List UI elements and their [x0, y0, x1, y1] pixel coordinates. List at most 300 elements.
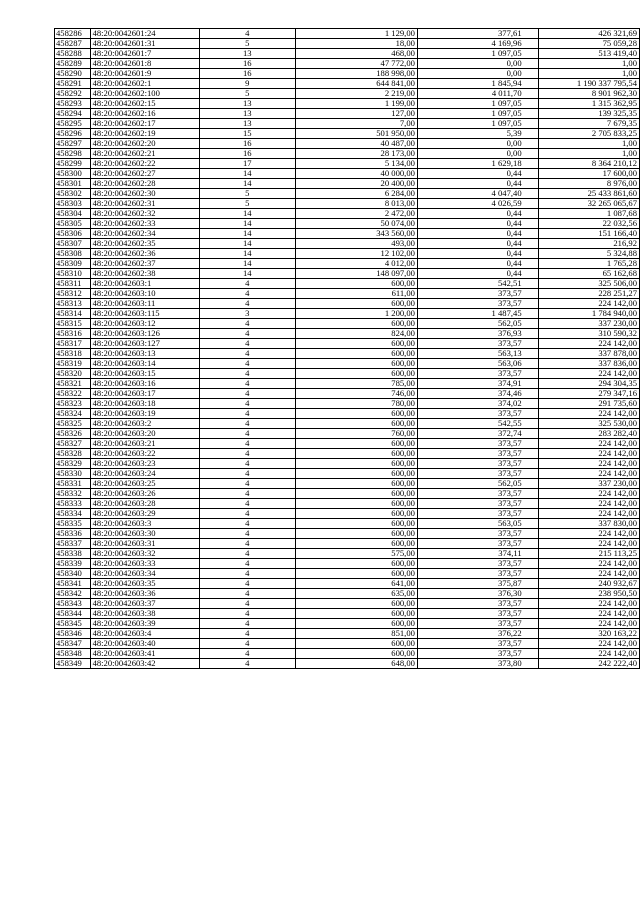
row-number-cell: 458334: [55, 509, 91, 519]
area-cell: 611,00: [295, 289, 417, 299]
cadastral-number-cell: 48:20:0042603:127: [90, 339, 199, 349]
category-cell: 14: [199, 209, 295, 219]
area-cell: 600,00: [295, 499, 417, 509]
cadastral-number-cell: 48:20:0042601:8: [90, 59, 199, 69]
cadastral-number-cell: 48:20:0042602:32: [90, 209, 199, 219]
specific-value-cell: 375,87: [417, 579, 538, 589]
table-row: [55, 629, 640, 639]
category-cell: 4: [199, 329, 295, 339]
cadastral-number-cell: 48:20:0042603:1: [90, 279, 199, 289]
category-cell: 14: [199, 179, 295, 189]
cadastral-number-cell: 48:20:0042601:31: [90, 39, 199, 49]
cadastral-number-cell: 48:20:0042603:39: [90, 619, 199, 629]
cadastral-value-cell: 291 735,60: [538, 399, 639, 409]
specific-value-cell: 0,00: [417, 59, 538, 69]
area-cell: 1 200,00: [295, 309, 417, 319]
area-cell: 600,00: [295, 609, 417, 619]
row-number-cell: 458319: [55, 359, 91, 369]
area-cell: 780,00: [295, 399, 417, 409]
row-number-cell: 458336: [55, 529, 91, 539]
cadastral-number-cell: 48:20:0042603:15: [90, 369, 199, 379]
cadastral-number-cell: 48:20:0042603:18: [90, 399, 199, 409]
cadastral-value-cell: 224 142,00: [538, 539, 639, 549]
area-cell: 47 772,00: [295, 59, 417, 69]
table-row: [55, 489, 640, 499]
specific-value-cell: 1 097,05: [417, 49, 538, 59]
category-cell: 4: [199, 449, 295, 459]
specific-value-cell: 0,44: [417, 179, 538, 189]
category-cell: 4: [199, 489, 295, 499]
cadastral-value-cell: 224 142,00: [538, 559, 639, 569]
table-row: [55, 199, 640, 209]
area-cell: 7,00: [295, 119, 417, 129]
table-row: [55, 609, 640, 619]
row-number-cell: 458289: [55, 59, 91, 69]
specific-value-cell: 373,57: [417, 529, 538, 539]
table-row: [55, 179, 640, 189]
table-row: [55, 59, 640, 69]
row-number-cell: 458332: [55, 489, 91, 499]
table-row: [55, 469, 640, 479]
cadastral-value-cell: 8 976,00: [538, 179, 639, 189]
table-row: [55, 389, 640, 399]
cadastral-value-cell: 224 142,00: [538, 619, 639, 629]
table-row: [55, 479, 640, 489]
cadastral-number-cell: 48:20:0042603:32: [90, 549, 199, 559]
cadastral-value-cell: 224 142,00: [538, 599, 639, 609]
row-number-cell: 458298: [55, 149, 91, 159]
specific-value-cell: 373,57: [417, 439, 538, 449]
row-number-cell: 458321: [55, 379, 91, 389]
area-cell: 644 841,00: [295, 79, 417, 89]
row-number-cell: 458331: [55, 479, 91, 489]
area-cell: 6 284,00: [295, 189, 417, 199]
area-cell: 600,00: [295, 369, 417, 379]
table-row: [55, 239, 640, 249]
specific-value-cell: 373,57: [417, 649, 538, 659]
cadastral-number-cell: 48:20:0042603:29: [90, 509, 199, 519]
cadastral-value-cell: 8 901 962,30: [538, 89, 639, 99]
cadastral-value-cell: 224 142,00: [538, 529, 639, 539]
cadastral-number-cell: 48:20:0042602:33: [90, 219, 199, 229]
row-number-cell: 458325: [55, 419, 91, 429]
specific-value-cell: 372,74: [417, 429, 538, 439]
cadastral-number-cell: 48:20:0042603:22: [90, 449, 199, 459]
row-number-cell: 458343: [55, 599, 91, 609]
category-cell: 4: [199, 369, 295, 379]
specific-value-cell: 562,05: [417, 319, 538, 329]
row-number-cell: 458323: [55, 399, 91, 409]
cadastral-number-cell: 48:20:0042602:21: [90, 149, 199, 159]
row-number-cell: 458301: [55, 179, 91, 189]
area-cell: 600,00: [295, 529, 417, 539]
table-row: [55, 369, 640, 379]
specific-value-cell: 374,11: [417, 549, 538, 559]
area-cell: 28 173,00: [295, 149, 417, 159]
area-cell: 493,00: [295, 239, 417, 249]
row-number-cell: 458296: [55, 129, 91, 139]
cadastral-value-cell: 8 364 210,12: [538, 159, 639, 169]
row-number-cell: 458327: [55, 439, 91, 449]
area-cell: 1 199,00: [295, 99, 417, 109]
specific-value-cell: 373,57: [417, 369, 538, 379]
cadastral-value-cell: 337 230,00: [538, 479, 639, 489]
row-number-cell: 458324: [55, 409, 91, 419]
area-cell: 40 000,00: [295, 169, 417, 179]
cadastral-number-cell: 48:20:0042603:42: [90, 659, 199, 669]
cadastral-value-cell: 224 142,00: [538, 299, 639, 309]
area-cell: 18,00: [295, 39, 417, 49]
table-row: [55, 419, 640, 429]
specific-value-cell: 373,57: [417, 489, 538, 499]
table-row: [55, 139, 640, 149]
specific-value-cell: 1 487,45: [417, 309, 538, 319]
cadastral-number-cell: 48:20:0042603:4: [90, 629, 199, 639]
cadastral-number-cell: 48:20:0042603:13: [90, 349, 199, 359]
table-row: [55, 29, 640, 39]
cadastral-value-cell: 337 878,00: [538, 349, 639, 359]
cadastral-number-cell: 48:20:0042602:16: [90, 109, 199, 119]
table-row: [55, 169, 640, 179]
specific-value-cell: 563,05: [417, 519, 538, 529]
specific-value-cell: 373,57: [417, 609, 538, 619]
cadastral-number-cell: 48:20:0042603:25: [90, 479, 199, 489]
table-body: [55, 29, 640, 669]
cadastral-value-cell: 224 142,00: [538, 649, 639, 659]
cadastral-value-cell: 224 142,00: [538, 639, 639, 649]
cadastral-number-cell: 48:20:0042603:38: [90, 609, 199, 619]
row-number-cell: 458305: [55, 219, 91, 229]
area-cell: 20 400,00: [295, 179, 417, 189]
cadastral-number-cell: 48:20:0042601:7: [90, 49, 199, 59]
row-number-cell: 458337: [55, 539, 91, 549]
specific-value-cell: 562,05: [417, 479, 538, 489]
row-number-cell: 458348: [55, 649, 91, 659]
specific-value-cell: 542,55: [417, 419, 538, 429]
specific-value-cell: 0,44: [417, 169, 538, 179]
row-number-cell: 458333: [55, 499, 91, 509]
cadastral-value-cell: 65 162,68: [538, 269, 639, 279]
table-row: [55, 659, 640, 669]
category-cell: 4: [199, 349, 295, 359]
category-cell: 5: [199, 89, 295, 99]
area-cell: 600,00: [295, 489, 417, 499]
area-cell: 851,00: [295, 629, 417, 639]
cadastral-value-cell: 283 282,40: [538, 429, 639, 439]
specific-value-cell: 373,57: [417, 559, 538, 569]
specific-value-cell: 376,30: [417, 589, 538, 599]
cadastral-number-cell: 48:20:0042603:2: [90, 419, 199, 429]
table-row: [55, 359, 640, 369]
cadastral-number-cell: 48:20:0042603:41: [90, 649, 199, 659]
row-number-cell: 458345: [55, 619, 91, 629]
row-number-cell: 458338: [55, 549, 91, 559]
cadastral-value-cell: 139 325,35: [538, 109, 639, 119]
row-number-cell: 458309: [55, 259, 91, 269]
cadastral-number-cell: 48:20:0042603:36: [90, 589, 199, 599]
cadastral-number-cell: 48:20:0042603:16: [90, 379, 199, 389]
row-number-cell: 458316: [55, 329, 91, 339]
cadastral-number-cell: 48:20:0042602:100: [90, 89, 199, 99]
row-number-cell: 458346: [55, 629, 91, 639]
cadastral-number-cell: 48:20:0042601:24: [90, 29, 199, 39]
category-cell: 4: [199, 339, 295, 349]
area-cell: 8 013,00: [295, 199, 417, 209]
cadastral-value-cell: 325 530,00: [538, 419, 639, 429]
specific-value-cell: 1 097,05: [417, 109, 538, 119]
cadastral-number-cell: 48:20:0042602:35: [90, 239, 199, 249]
specific-value-cell: 376,93: [417, 329, 538, 339]
table-row: [55, 159, 640, 169]
table-row: [55, 599, 640, 609]
category-cell: 14: [199, 259, 295, 269]
table-row: [55, 559, 640, 569]
area-cell: 600,00: [295, 639, 417, 649]
cadastral-value-cell: 224 142,00: [538, 439, 639, 449]
cadastral-number-cell: 48:20:0042602:20: [90, 139, 199, 149]
table-row: [55, 299, 640, 309]
category-cell: 13: [199, 109, 295, 119]
row-number-cell: 458341: [55, 579, 91, 589]
table-row: [55, 219, 640, 229]
table-row: [55, 329, 640, 339]
category-cell: 13: [199, 99, 295, 109]
cadastral-value-cell: 238 950,50: [538, 589, 639, 599]
table-row: [55, 69, 640, 79]
area-cell: 600,00: [295, 569, 417, 579]
cadastral-number-cell: 48:20:0042603:19: [90, 409, 199, 419]
cadastral-value-cell: 224 142,00: [538, 509, 639, 519]
category-cell: 4: [199, 29, 295, 39]
specific-value-cell: 4 047,40: [417, 189, 538, 199]
specific-value-cell: 373,57: [417, 339, 538, 349]
specific-value-cell: 1 097,05: [417, 99, 538, 109]
category-cell: 13: [199, 119, 295, 129]
cadastral-value-table: [54, 28, 640, 669]
table-row: [55, 279, 640, 289]
row-number-cell: 458335: [55, 519, 91, 529]
row-number-cell: 458303: [55, 199, 91, 209]
row-number-cell: 458349: [55, 659, 91, 669]
table-row: [55, 409, 640, 419]
area-cell: 600,00: [295, 359, 417, 369]
specific-value-cell: 373,57: [417, 539, 538, 549]
specific-value-cell: 1 097,05: [417, 119, 538, 129]
area-cell: 40 487,00: [295, 139, 417, 149]
cadastral-value-cell: 325 506,00: [538, 279, 639, 289]
cadastral-number-cell: 48:20:0042603:23: [90, 459, 199, 469]
area-cell: 50 074,00: [295, 219, 417, 229]
area-cell: 600,00: [295, 339, 417, 349]
cadastral-number-cell: 48:20:0042602:38: [90, 269, 199, 279]
category-cell: 5: [199, 39, 295, 49]
row-number-cell: 458322: [55, 389, 91, 399]
specific-value-cell: 0,44: [417, 259, 538, 269]
cadastral-number-cell: 48:20:0042603:34: [90, 569, 199, 579]
table-row: [55, 539, 640, 549]
cadastral-number-cell: 48:20:0042601:9: [90, 69, 199, 79]
category-cell: 4: [199, 469, 295, 479]
area-cell: 2 472,00: [295, 209, 417, 219]
specific-value-cell: 0,44: [417, 239, 538, 249]
specific-value-cell: 373,57: [417, 299, 538, 309]
table-row: [55, 259, 640, 269]
cadastral-value-cell: 310 590,32: [538, 329, 639, 339]
table-row: [55, 459, 640, 469]
row-number-cell: 458291: [55, 79, 91, 89]
table-row: [55, 579, 640, 589]
category-cell: 16: [199, 149, 295, 159]
cadastral-number-cell: 48:20:0042603:35: [90, 579, 199, 589]
table-row: [55, 189, 640, 199]
table-row: [55, 379, 640, 389]
cadastral-value-cell: 224 142,00: [538, 369, 639, 379]
specific-value-cell: 374,91: [417, 379, 538, 389]
category-cell: 5: [199, 189, 295, 199]
row-number-cell: 458312: [55, 289, 91, 299]
table-row: [55, 589, 640, 599]
category-cell: 16: [199, 69, 295, 79]
cadastral-number-cell: 48:20:0042602:34: [90, 229, 199, 239]
row-number-cell: 458313: [55, 299, 91, 309]
category-cell: 4: [199, 509, 295, 519]
specific-value-cell: 0,00: [417, 69, 538, 79]
row-number-cell: 458292: [55, 89, 91, 99]
cadastral-value-cell: 320 163,22: [538, 629, 639, 639]
cadastral-value-cell: 1 087,68: [538, 209, 639, 219]
cadastral-value-cell: 17 600,00: [538, 169, 639, 179]
cadastral-number-cell: 48:20:0042603:17: [90, 389, 199, 399]
area-cell: 127,00: [295, 109, 417, 119]
area-cell: 635,00: [295, 589, 417, 599]
specific-value-cell: 373,80: [417, 659, 538, 669]
category-cell: 4: [199, 499, 295, 509]
table-row: [55, 639, 640, 649]
specific-value-cell: 563,06: [417, 359, 538, 369]
row-number-cell: 458314: [55, 309, 91, 319]
cadastral-value-cell: 228 251,27: [538, 289, 639, 299]
specific-value-cell: 1 845,94: [417, 79, 538, 89]
row-number-cell: 458286: [55, 29, 91, 39]
area-cell: 600,00: [295, 539, 417, 549]
table-row: [55, 109, 640, 119]
area-cell: 600,00: [295, 439, 417, 449]
specific-value-cell: 373,57: [417, 509, 538, 519]
cadastral-value-cell: 2 705 833,25: [538, 129, 639, 139]
table-row: [55, 289, 640, 299]
cadastral-value-cell: 224 142,00: [538, 609, 639, 619]
cadastral-value-cell: 1,00: [538, 69, 639, 79]
specific-value-cell: 373,57: [417, 469, 538, 479]
cadastral-value-cell: 224 142,00: [538, 409, 639, 419]
area-cell: 600,00: [295, 459, 417, 469]
category-cell: 14: [199, 239, 295, 249]
area-cell: 600,00: [295, 469, 417, 479]
row-number-cell: 458306: [55, 229, 91, 239]
category-cell: 4: [199, 579, 295, 589]
table-row: [55, 549, 640, 559]
area-cell: 501 950,00: [295, 129, 417, 139]
category-cell: 14: [199, 229, 295, 239]
table-row: [55, 569, 640, 579]
area-cell: 1 129,00: [295, 29, 417, 39]
cadastral-value-cell: 294 304,35: [538, 379, 639, 389]
table-row: [55, 229, 640, 239]
cadastral-value-cell: 337 836,00: [538, 359, 639, 369]
cadastral-value-cell: 337 830,00: [538, 519, 639, 529]
specific-value-cell: 374,46: [417, 389, 538, 399]
row-number-cell: 458293: [55, 99, 91, 109]
cadastral-number-cell: 48:20:0042603:24: [90, 469, 199, 479]
specific-value-cell: 373,57: [417, 449, 538, 459]
table-row: [55, 519, 640, 529]
category-cell: 4: [199, 629, 295, 639]
table-row: [55, 49, 640, 59]
row-number-cell: 458340: [55, 569, 91, 579]
row-number-cell: 458317: [55, 339, 91, 349]
cadastral-value-cell: 224 142,00: [538, 489, 639, 499]
area-cell: 2 219,00: [295, 89, 417, 99]
category-cell: 4: [199, 429, 295, 439]
area-cell: 641,00: [295, 579, 417, 589]
category-cell: 5: [199, 199, 295, 209]
cadastral-number-cell: 48:20:0042602:28: [90, 179, 199, 189]
row-number-cell: 458342: [55, 589, 91, 599]
cadastral-value-cell: 224 142,00: [538, 459, 639, 469]
specific-value-cell: 373,57: [417, 569, 538, 579]
area-cell: 600,00: [295, 619, 417, 629]
area-cell: 824,00: [295, 329, 417, 339]
cadastral-number-cell: 48:20:0042602:17: [90, 119, 199, 129]
cadastral-number-cell: 48:20:0042602:1: [90, 79, 199, 89]
table-row: [55, 439, 640, 449]
area-cell: 600,00: [295, 279, 417, 289]
cadastral-value-cell: 1 315 362,95: [538, 99, 639, 109]
cadastral-value-cell: 224 142,00: [538, 469, 639, 479]
area-cell: 785,00: [295, 379, 417, 389]
specific-value-cell: 373,57: [417, 599, 538, 609]
cadastral-value-cell: 5 324,88: [538, 249, 639, 259]
area-cell: 746,00: [295, 389, 417, 399]
specific-value-cell: 0,00: [417, 139, 538, 149]
cadastral-value-cell: 242 222,40: [538, 659, 639, 669]
row-number-cell: 458330: [55, 469, 91, 479]
category-cell: 14: [199, 169, 295, 179]
category-cell: 4: [199, 649, 295, 659]
specific-value-cell: 1 629,18: [417, 159, 538, 169]
cadastral-number-cell: 48:20:0042602:27: [90, 169, 199, 179]
cadastral-value-cell: 337 230,00: [538, 319, 639, 329]
cadastral-number-cell: 48:20:0042603:3: [90, 519, 199, 529]
table-row: [55, 499, 640, 509]
category-cell: 4: [199, 399, 295, 409]
specific-value-cell: 542,51: [417, 279, 538, 289]
specific-value-cell: 374,02: [417, 399, 538, 409]
cadastral-number-cell: 48:20:0042603:126: [90, 329, 199, 339]
row-number-cell: 458329: [55, 459, 91, 469]
row-number-cell: 458304: [55, 209, 91, 219]
category-cell: 4: [199, 409, 295, 419]
cadastral-number-cell: 48:20:0042603:26: [90, 489, 199, 499]
area-cell: 468,00: [295, 49, 417, 59]
cadastral-value-cell: 25 433 861,60: [538, 189, 639, 199]
table-row: [55, 149, 640, 159]
specific-value-cell: 377,61: [417, 29, 538, 39]
area-cell: 148 097,00: [295, 269, 417, 279]
area-cell: 4 012,00: [295, 259, 417, 269]
cadastral-value-cell: 224 142,00: [538, 499, 639, 509]
row-number-cell: 458294: [55, 109, 91, 119]
